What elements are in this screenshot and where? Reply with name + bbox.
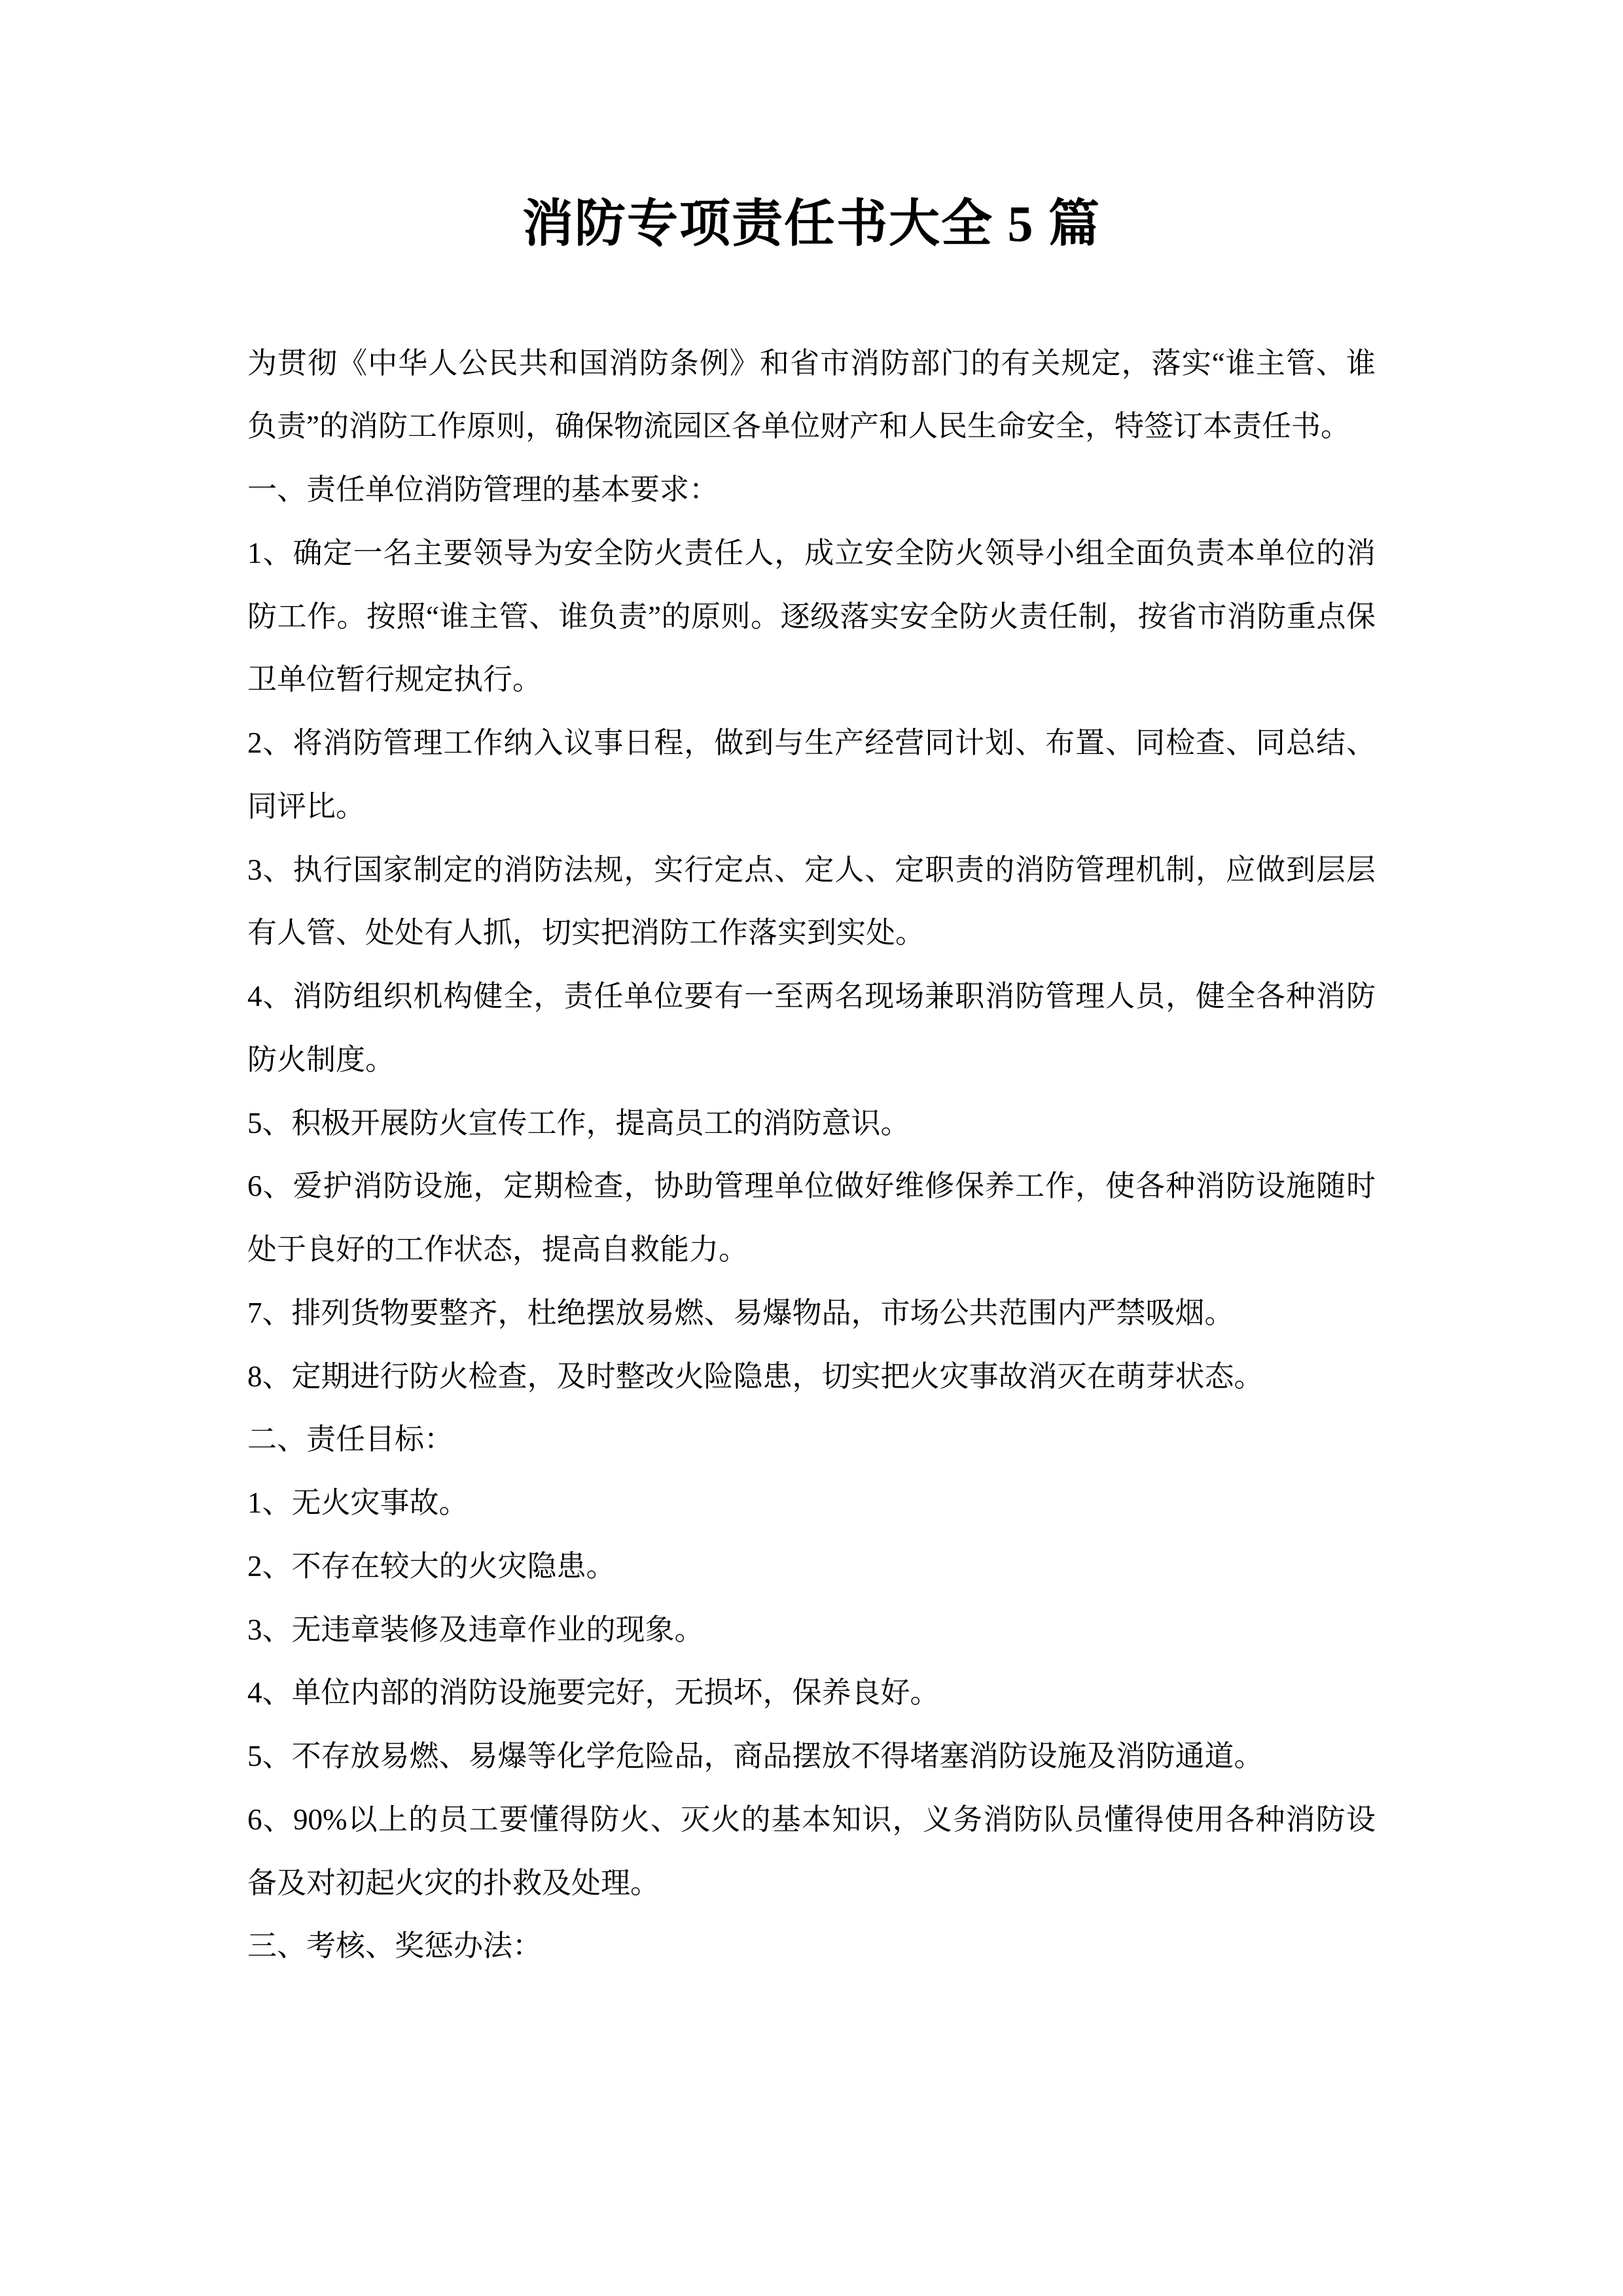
paragraph: 8、定期进行防火检查，及时整改火险隐患，切实把火灾事故消灭在萌芽状态。 xyxy=(247,1359,1264,1393)
paragraph: 2、不存在较大的火灾隐患。 xyxy=(247,1549,616,1583)
paragraph: 7、排列货物要整齐，杜绝摆放易燃、易爆物品，市场公共范围内严禁吸烟。 xyxy=(247,1296,1234,1329)
paragraph: 1、确定一名主要领导为安全防火责任人，成立安全防火领导小组全面负责本单位的消防工作。按照“谁主管、谁负责”的原则。逐级落实安全防火责任制，按省市消防重点保卫单位暂行规定执行。 xyxy=(247,536,1376,696)
document-title: 消防专项责任书大全 5 篇 xyxy=(522,195,1101,252)
paragraph: 三、考核、奖惩办法： xyxy=(247,1929,543,1963)
paragraph: 二、责任目标： xyxy=(247,1423,454,1456)
paragraph: 5、不存放易燃、易爆等化学危险品，商品摆放不得堵塞消防设施及消防通道。 xyxy=(247,1740,1264,1773)
paragraph: 3、无违章装修及违章作业的现象。 xyxy=(247,1613,704,1646)
document-body xyxy=(247,332,1376,1979)
paragraph: 4、消防组织机构健全，责任单位要有一至两名现场兼职消防管理人员，健全各种消防防火制度。 xyxy=(247,980,1376,1076)
paragraph: 6、爱护消防设施，定期检查，协助管理单位做好维修保养工作，使各种消防设施随时处于良好的工作状态，提高自救能力。 xyxy=(247,1170,1376,1266)
paragraph: 2、将消防管理工作纳入议事日程，做到与生产经营同计划、布置、同检查、同总结、同评比。 xyxy=(247,726,1376,823)
paragraph: 6、90%以上的员工要懂得防火、灭火的基本知识，义务消防队员懂得使用各种消防设备及对初起火灾的扑救及处理。 xyxy=(247,1803,1376,1899)
paragraph: 5、积极开展防火宣传工作，提高员工的消防意识。 xyxy=(247,1106,910,1139)
paragraph: 4、单位内部的消防设施要完好，无损坏，保养良好。 xyxy=(247,1676,940,1710)
paragraph: 3、执行国家制定的消防法规，实行定点、定人、定职责的消防管理机制，应做到层层有人管、处处有人抓，切实把消防工作落实到实处。 xyxy=(247,853,1376,950)
paragraph: 为贯彻《中华人公民共和国消防条例》和省市消防部门的有关规定，落实“谁主管、谁负责”的消防工作原则，确保物流园区各单位财产和人民生命安全，特签订本责任书。 xyxy=(247,346,1376,443)
paragraph: 1、无火灾事故。 xyxy=(247,1486,469,1520)
paragraph: 一、责任单位消防管理的基本要求： xyxy=(247,473,719,507)
